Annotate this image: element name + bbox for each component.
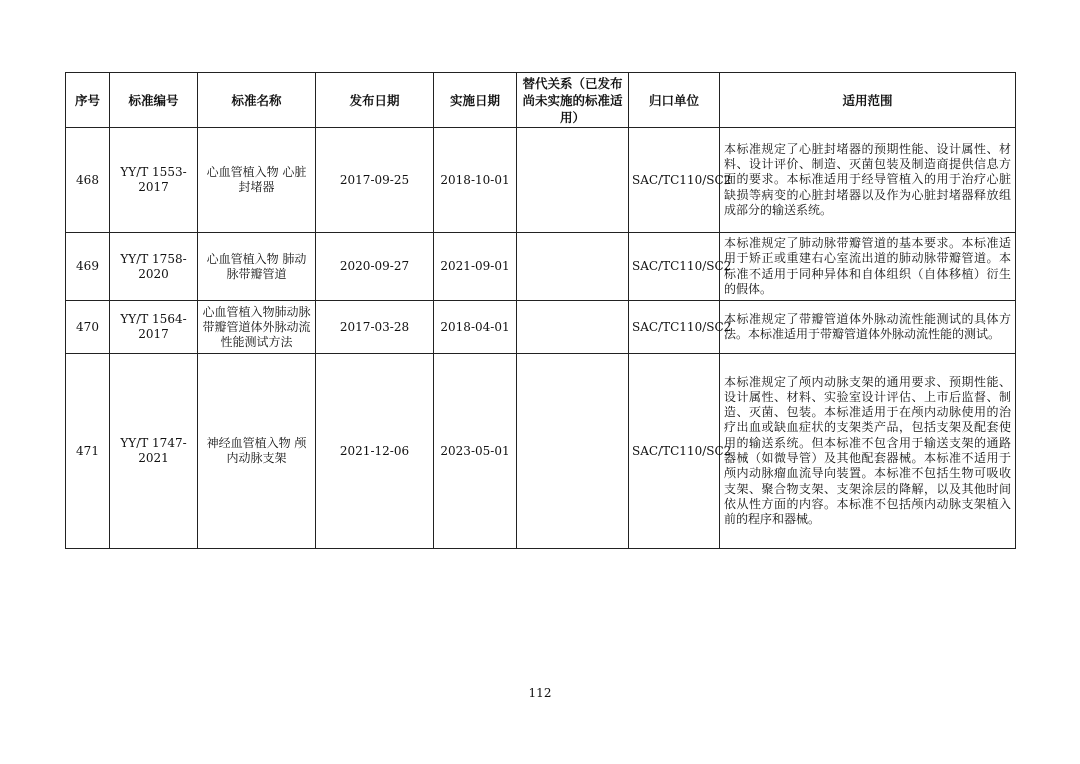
header-effective-date: 实施日期 — [434, 73, 517, 128]
cell-replacement — [517, 354, 629, 549]
cell-name: 心血管植入物 心脏封堵器 — [198, 128, 316, 233]
page-number: 112 — [528, 686, 552, 700]
table-row — [66, 233, 1016, 301]
cell-effective-date: 2023-05-01 — [434, 354, 517, 549]
header-scope: 适用范围 — [720, 73, 1016, 128]
cell-effective-date: 2021-09-01 — [434, 233, 517, 301]
header-name: 标准名称 — [198, 73, 316, 128]
cell-replacement — [517, 233, 629, 301]
header-seq: 序号 — [66, 73, 110, 128]
cell-code: YY/T 1553-2017 — [110, 128, 198, 233]
cell-publish-date: 2017-09-25 — [316, 128, 434, 233]
cell-unit: SAC/TC110/SC2 — [629, 233, 720, 301]
cell-unit: SAC/TC110/SC2 — [629, 354, 720, 549]
cell-name: 心血管植入物 肺动脉带瓣管道 — [198, 233, 316, 301]
cell-code: YY/T 1564-2017 — [110, 301, 198, 354]
cell-code: YY/T 1747-2021 — [110, 354, 198, 549]
cell-name: 心血管植入物肺动脉带瓣管道体外脉动流性能测试方法 — [198, 301, 316, 354]
header-unit: 归口单位 — [629, 73, 720, 128]
cell-seq: 471 — [66, 354, 110, 549]
cell-effective-date: 2018-04-01 — [434, 301, 517, 354]
cell-unit: SAC/TC110/SC2 — [629, 301, 720, 354]
table-row — [66, 128, 1016, 233]
cell-publish-date: 2020-09-27 — [316, 233, 434, 301]
cell-unit: SAC/TC110/SC2 — [629, 128, 720, 233]
header-replacement: 替代关系（已发布尚未实施的标准适用） — [517, 73, 629, 128]
cell-scope: 本标准规定了带瓣管道体外脉动流性能测试的具体方法。本标准适用于带瓣管道体外脉动流性能的测试。 — [720, 301, 1016, 354]
cell-seq: 470 — [66, 301, 110, 354]
cell-seq: 469 — [66, 233, 110, 301]
cell-seq: 468 — [66, 128, 110, 233]
table-row — [66, 354, 1016, 549]
cell-name: 神经血管植入物 颅内动脉支架 — [198, 354, 316, 549]
standards-table — [65, 72, 1016, 549]
cell-effective-date: 2018-10-01 — [434, 128, 517, 233]
table-row — [66, 301, 1016, 354]
table-header-row — [66, 73, 1016, 128]
cell-scope: 本标准规定了颅内动脉支架的通用要求、预期性能、设计属性、材料、实验室设计评估、上市后监督、制造、灭菌、包装。本标准适用于在颅内动脉使用的治疗出血或缺血症状的支架类产品，包括支架及配套使用的输送系统。但本标准不包含用于输送支架的通路器械（如微导管）及其他配套器械。本标准不适用于颅内动脉瘤血流导向装置。本标准不包括生物可吸收支架、聚合物支架、支架涂层的降解，以及其他时间依从性方面的内容。本标准不包括颅内动脉支架植入前的程序和器械。 — [720, 354, 1016, 549]
header-publish-date: 发布日期 — [316, 73, 434, 128]
cell-scope: 本标准规定了心脏封堵器的预期性能、设计属性、材料、设计评价、制造、灭菌包装及制造商提供信息方面的要求。本标准适用于经导管植入的用于治疗心脏缺损等病变的心脏封堵器以及作为心脏封堵器释放组成部分的输送系统。 — [720, 128, 1016, 233]
header-code: 标准编号 — [110, 73, 198, 128]
cell-publish-date: 2021-12-06 — [316, 354, 434, 549]
cell-replacement — [517, 128, 629, 233]
cell-scope: 本标准规定了肺动脉带瓣管道的基本要求。本标准适用于矫正或重建右心室流出道的肺动脉带瓣管道。本标准不适用于同种异体和自体组织（自体移植）衍生的假体。 — [720, 233, 1016, 301]
cell-replacement — [517, 301, 629, 354]
cell-publish-date: 2017-03-28 — [316, 301, 434, 354]
cell-code: YY/T 1758-2020 — [110, 233, 198, 301]
